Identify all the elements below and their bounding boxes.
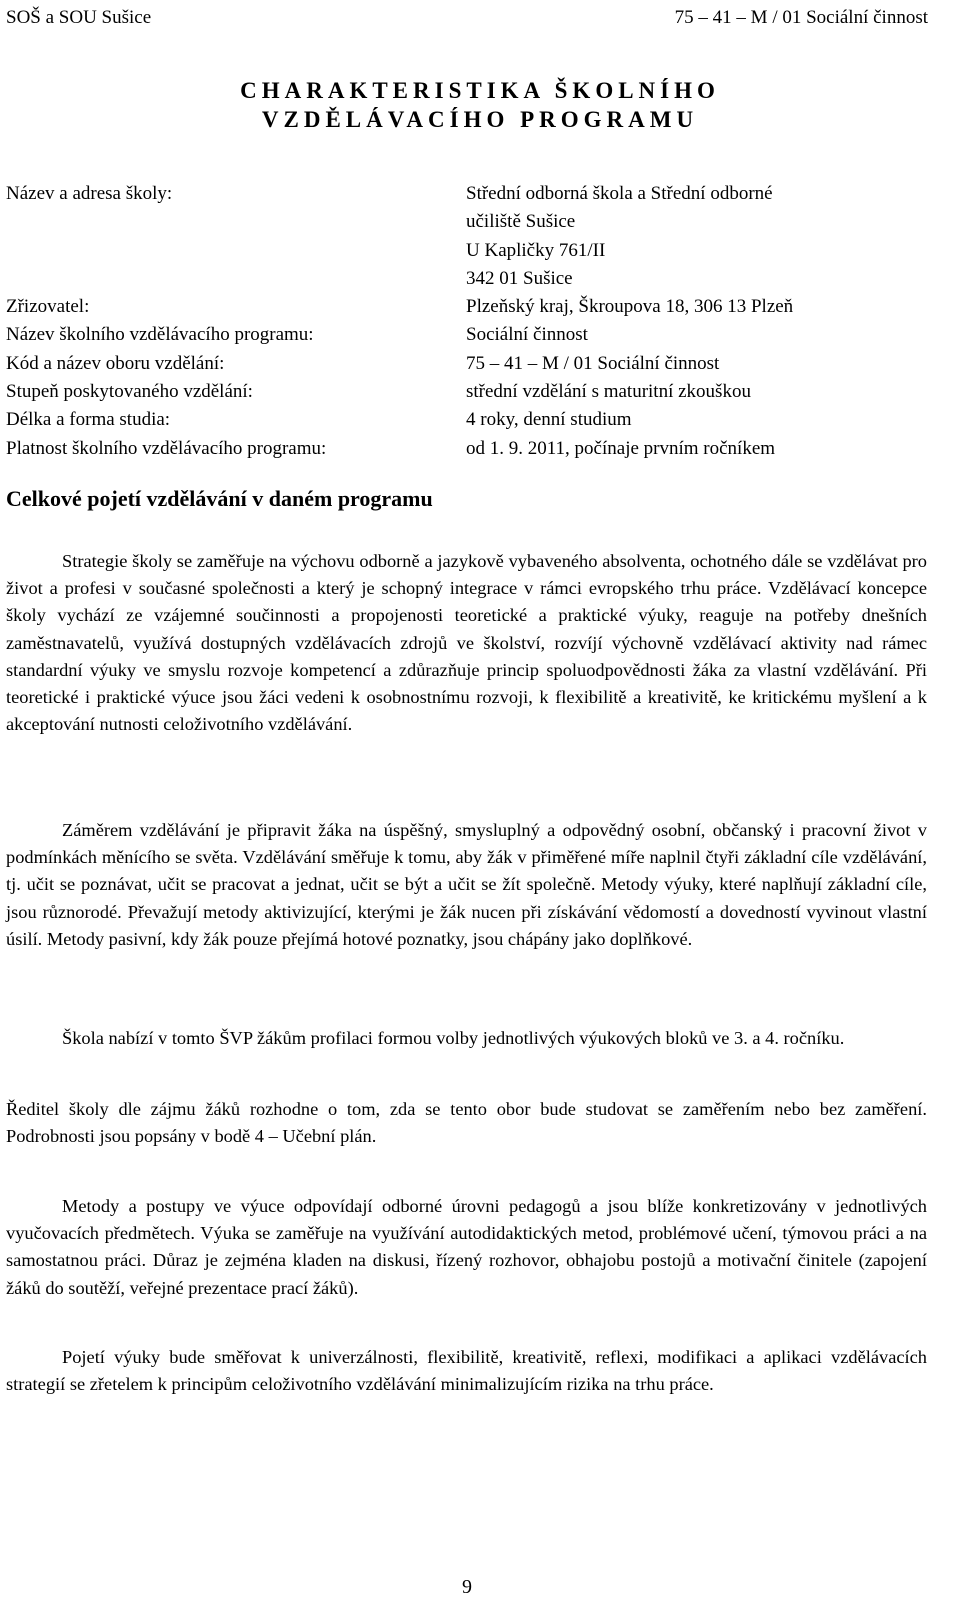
section-heading: Celkové pojetí vzdělávání v daném programu — [6, 486, 433, 511]
info-value: Sociální činnost — [466, 324, 588, 346]
paragraph-director: Ředitel školy dle zájmu žáků rozhodne o tom, zda se tento obor bude studovat se zaměřením nebo bez zaměření. Podrobnosti jsou popsány v bodě 4 – Učební plán. — [6, 1099, 927, 1147]
page-header — [6, 6, 928, 30]
info-label: Platnost školního vzdělávacího programu: — [6, 437, 327, 459]
info-value: od 1. 9. 2011, počínaje prvním ročníkem — [466, 437, 776, 459]
page-number: 9 — [462, 1576, 472, 1598]
info-label: Stupeň poskytovaného vzdělání: — [6, 381, 253, 403]
info-label: Zřizovatel: — [6, 296, 90, 318]
info-label: Délka a forma studia: — [6, 409, 171, 431]
paragraph-strategy: Strategie školy se zaměřuje na výchovu odborně a jazykově vybaveného absolventa, ochotného dále se vzdělávat pro život a profesi v současné společnosti a který je schopný integrace v rámci evropského trhu práce. Vzdělávací koncepce školy vychází ze vzájemné součinnosti a propojenosti teoretické a praktické výuky, reaguje na potřeby dnešních zaměstnavatelů, využívá dostupných vzdělávacích zdrojů ve školství, rozvíjí výchovně vzdělávací aktivity nad rámec standardní výuky ve smyslu rozvoje kompetencí a zdůrazňuje princip spoluodpovědnosti žáka za vlastní vzdělávání. Při teoretické i praktické výuce jsou žáci vedeni k osobnostnímu rozvoji, k flexibilitě a kreativitě, ke kritickému myšlení a k akceptování nutnosti celoživotního vzdělávání. — [6, 551, 927, 735]
info-value: 75 – 41 – M / 01 Sociální činnost — [466, 352, 720, 374]
paragraph-aim: Záměrem vzdělávání je připravit žáka na úspěšný, smysluplný a odpovědný osobní, občanský i pracovní život v podmínkách měnícího se světa. Vzdělávání směřuje k tomu, aby žák v přiměřené míře naplnil čtyři základní cíle vzdělávání, tj. učit se poznávat, učit se pracovat a jednat, učit se být a učit se žít společně. Metody výuky, které naplňují základní cíle, jsou různorodé. Převažují metody aktivizující, kterými je žák nucen při získávání vědomostí a dovedností vyvinout vlastní úsilí. Metody pasivní, kdy žák pouze přejímá hotové poznatky, jsou chápány jako doplňkové. — [6, 820, 927, 949]
paragraph-concept: Pojetí výuky bude směřovat k univerzálnosti, flexibilitě, kreativitě, reflexi, modifikaci a aplikaci vzdělávacích strategií se zřetelem k principům celoživotního vzdělávání minimalizujícím rizika na trhu práce. — [6, 1347, 927, 1395]
info-label: Název a adresa školy: — [6, 183, 173, 204]
info-row-education-level — [6, 378, 931, 406]
document-title — [0, 76, 960, 134]
info-value: 4 roky, denní studium — [466, 409, 632, 431]
header-school: SOŠ a SOU Sušice — [6, 7, 152, 28]
info-value: Plzeňský kraj, Škroupova 18, 306 13 Plzeň — [466, 296, 794, 318]
title-line-2: VZDĚLÁVACÍHO PROGRAMU — [261, 107, 699, 132]
paragraph-profiling: Škola nabízí v tomto ŠVP žákům profilaci formou volby jednotlivých výukových bloků ve 3. a 4. ročníku. — [62, 1028, 845, 1048]
title-line-1: CHARAKTERISTIKA ŠKOLNÍHO — [240, 78, 720, 103]
info-row-validity — [6, 435, 931, 463]
info-row-address — [6, 180, 931, 293]
info-row-founder — [6, 293, 931, 321]
school-info-table — [6, 180, 931, 463]
info-value: Střední odborná škola a Střední odborné učiliště Sušice U Kapličky 761/II 342 01 Sušice — [466, 183, 773, 289]
info-row-study-length — [6, 406, 931, 434]
info-value: střední vzdělání s maturitní zkouškou — [466, 381, 751, 403]
info-row-field-code — [6, 350, 931, 378]
info-row-program-name — [6, 321, 931, 349]
info-label: Název školního vzdělávacího programu: — [6, 324, 314, 346]
info-label: Kód a název oboru vzdělání: — [6, 352, 225, 374]
header-program-code: 75 – 41 – M / 01 Sociální činnost — [674, 7, 928, 28]
paragraph-methods: Metody a postupy ve výuce odpovídají odborné úrovni pedagogů a jsou blíže konkretizovány v jednotlivých vyučovacích předmětech. Výuka se zaměřuje na využívání autodidaktických metod, problémové učení, týmovou práci a na samostatnou práci. Důraz je zejména kladen na diskusi, řízený rozhovor, obhajobu postojů a motivační činitele (zapojení žáků do soutěží, veřejné prezentace prací žáků). — [6, 1196, 927, 1298]
